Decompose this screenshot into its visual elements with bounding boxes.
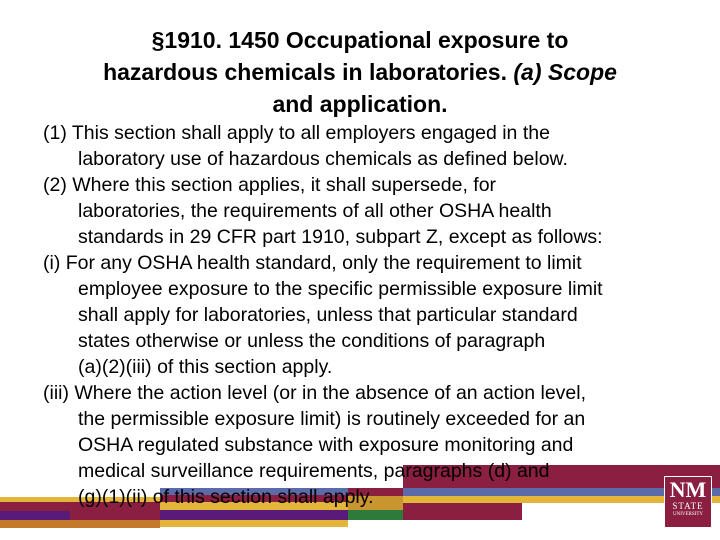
body-line: (2) Where this section applies, it shall supersede, for — [43, 174, 497, 196]
body-line: laboratory use of hazardous chemicals as defined below. — [78, 148, 568, 170]
title-line-2-italic: (a) Scope — [513, 59, 617, 85]
bar — [160, 510, 348, 520]
body-line: (iii) Where the action level (or in the absence of an action level, — [43, 382, 587, 404]
body-line: (a)(2)(iii) of this section apply. — [78, 356, 333, 378]
bar — [160, 520, 348, 527]
logo-state: STATE — [672, 501, 704, 511]
bar — [403, 503, 522, 520]
body-line: employee exposure to the specific permissible exposure limit — [78, 278, 603, 300]
bar — [348, 510, 403, 520]
body-line: states otherwise or unless the conditions of paragraph — [78, 330, 546, 352]
title-line-2 — [0, 59, 720, 86]
body-line: standards in 29 CFR part 1910, subpart Z, except as follows: — [78, 226, 603, 248]
logo-nm: NM — [669, 477, 707, 502]
body-line: (g)(1)(ii) of this section shall apply. — [78, 486, 374, 508]
title-line-2-bold: hazardous chemicals in laboratories. — [103, 59, 514, 85]
body-line: medical surveillance requirements, paragraphs (d) and — [78, 460, 550, 482]
nmsu-logo — [664, 476, 712, 528]
body-line: (1) This section shall apply to all employers engaged in the — [43, 122, 550, 144]
body-line: the permissible exposure limit) is routinely exceeded for an — [78, 408, 586, 430]
bar — [0, 511, 70, 520]
body-line: OSHA regulated substance with exposure monitoring and — [78, 434, 574, 456]
title-line-1: §1910. 1450 Occupational exposure to — [151, 27, 569, 53]
body-line: laboratories, the requirements of all other OSHA health — [78, 200, 552, 222]
body-line: (i) For any OSHA health standard, only the requirement to limit — [43, 252, 582, 274]
bar — [0, 520, 160, 528]
title-line-3: and application. — [272, 91, 448, 117]
logo-university: UNIVERSITY — [673, 512, 703, 517]
body-line: shall apply for laboratories, unless that particular standard — [78, 304, 578, 326]
